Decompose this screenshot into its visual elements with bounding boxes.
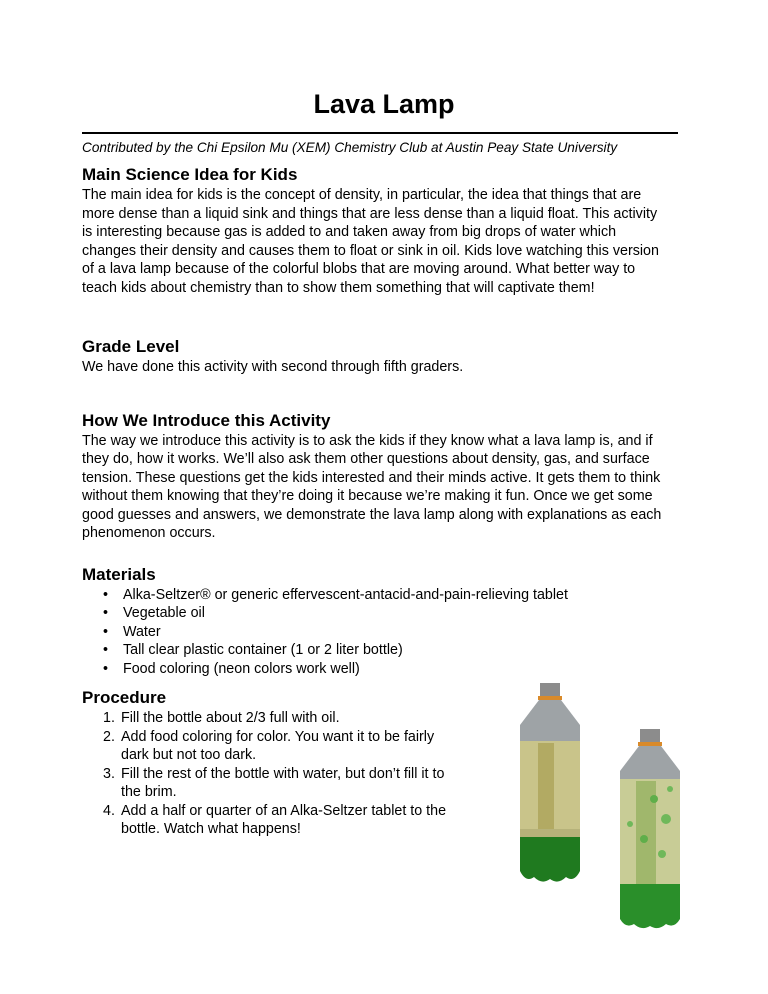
introduction-text: The way we introduce this activity is to ask the kids if they know what a lava lamp is, and if they do, how it works. We’ll also ask them other questions about density, gas, and surface tension. These questions get the kids interested and their minds active. It gets them to think without them knowing that they’re doing it because we’re making it fun. Once we get some good guesses and answers, we demonstrate the lava lamp along with explanations as each phenomenon occurs. (82, 432, 662, 541)
heading-grade-level: Grade Level (82, 337, 180, 356)
materials-list (82, 586, 682, 679)
procedure-list (82, 709, 462, 839)
science-idea-text: The main idea for kids is the concept of density, in particular, the idea that things that are more dense than a liquid sink and things that are less dense than a liquid float. This activity is interesting because gas is added to and taken away from big drops of water which changes their density and causes them to float or sink in oil. Kids love watching this version of a lava lamp because of the colorful blobs that are moving around. What better way to teach kids about chemistry than to show them something that will captivate them! (82, 187, 659, 296)
page-title: Lava Lamp (313, 89, 455, 119)
list-item: • Alka-Seltzer® or generic effervescent-antacid-and-pain-relieving tablet (82, 586, 682, 605)
heading-science-idea: Main Science Idea for Kids (82, 165, 298, 184)
list-item: • Water (82, 623, 682, 642)
grade-level-text: We have done this activity with second through fifth graders. (82, 359, 464, 375)
list-item: • Tall clear plastic container (1 or 2 liter bottle) (82, 641, 682, 660)
list-item: 2. Add food coloring for color. You want it to be fairly dark but not too dark. (103, 728, 435, 763)
title-divider (82, 132, 678, 134)
list-item: 4. Add a half or quarter of an Alka-Seltzer tablet to the bottle. Watch what happens! (103, 802, 447, 837)
heading-procedure: Procedure (82, 688, 167, 707)
contributor-line: Contributed by the Chi Epsilon Mu (XEM) Chemistry Club at Austin Peay State University (82, 140, 618, 155)
list-item: 1. Fill the bottle about 2/3 full with oil. (103, 710, 340, 726)
heading-materials: Materials (82, 564, 156, 584)
list-item: • Food coloring (neon colors work well) (82, 660, 682, 679)
document-body (82, 165, 682, 839)
list-item: • Vegetable oil (82, 604, 682, 623)
heading-introduction: How We Introduce this Activity (82, 410, 331, 430)
list-item: 3. Fill the rest of the bottle with water, but don’t fill it to the brim. (103, 765, 445, 800)
